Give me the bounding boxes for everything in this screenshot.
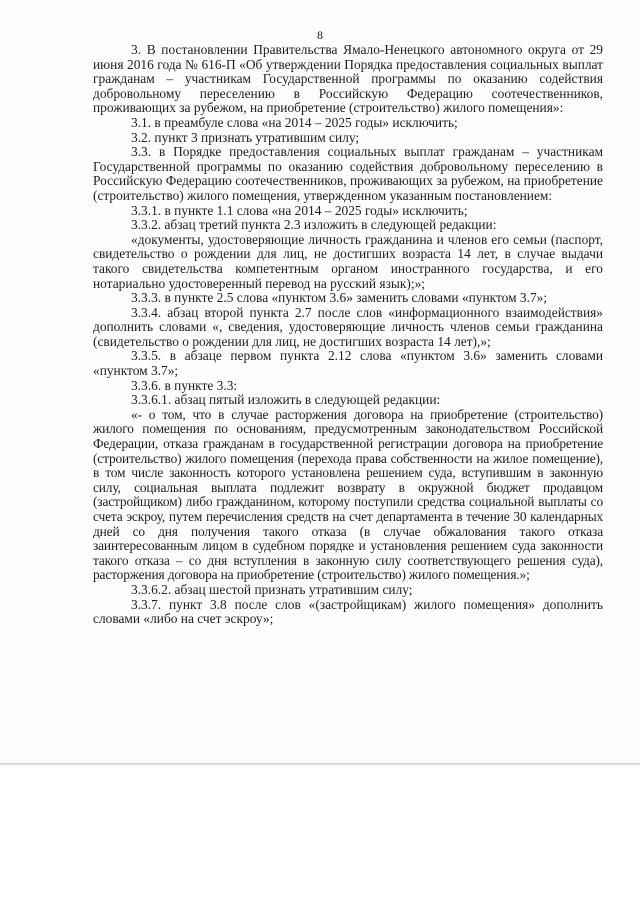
page-number: 8 (317, 28, 323, 42)
paragraph-3-3-7: 3.3.7. пункт 3.8 после слов «(застройщикам) жилого помещения» дополнить словами «либо на счет эскроу»; (93, 596, 603, 627)
paragraph-3-2: 3.2. пункт 3 признать утратившим силу; (131, 129, 360, 145)
paragraph-3-3-4: 3.3.4. абзац второй пункта 2.7 после слов «информационного взаимодействия» дополнить словами «, сведения, удостоверяющие личность членов семьи гражданина (свидетельство о рождении для лиц, не достигших возраста 14 лет),»; (93, 304, 603, 349)
paragraph-3-3-2-quote: «документы, удостоверяющие личность гражданина и членов его семьи (паспорт, свидетельство о рождении для лиц, не достигших возраста 14 лет, в случае выдачи такого свидетельства компетентным органом иностранного государства, и его нотариально удостоверенный перевод на русский язык);»; (93, 231, 603, 291)
paragraph-3-3-2: 3.3.2. абзац третий пункта 2.3 изложить в следующей редакции: (131, 217, 497, 233)
paragraph-3-3-6-2: 3.3.6.2. абзац шестой признать утратившим силу; (131, 581, 413, 597)
paragraph-3-3-6-1: 3.3.6.1. абзац пятый изложить в следующей редакции: (131, 392, 441, 408)
paragraph-3-3: 3.3. в Порядке предоставления социальных выплат гражданам – участникам Государственной программы по оказанию содействия добровольному переселению в Российскую Федерацию соотечественников, проживающих за рубежом, на приобретение (строительство) жилого помещения, утвержденном указанным постановлением: (93, 144, 603, 203)
paragraph-3-3-3: 3.3.3. в пункте 2.5 слова «пунктом 3.6» заменить словами «пунктом 3.7»; (131, 290, 548, 306)
paragraph-3-3-1: 3.3.1. в пункте 1.1 слова «на 2014 – 2025 годы» исключить; (131, 202, 468, 218)
document-body (93, 43, 603, 627)
page-edge (0, 763, 640, 766)
paragraph-3-3-6: 3.3.6. в пункте 3.3: (131, 377, 238, 393)
paragraph-3-3-5: 3.3.5. в абзаце первом пункта 2.12 слова «пунктом 3.6» заменить словами «пунктом 3.7»; (93, 348, 603, 379)
paragraph-3-3-6-1-quote: «- о том, что в случае расторжения договора на приобретение (строительство) жилого помещения по основаниям, предусмотренным законодательством Российской Федерации, отказа гражданам в государственной регистрации договора на приобретение (строительство) жилого помещения (перехода права собственности на жилое помещение), в том числе законность которого установлена решением суда, вступившим в законную силу, социальная выплата подлежит возврату в окружной бюджет продавцом (застройщиком) либо гражданином, которому поступили средства социальной выплаты со счета эскроу, путем перечисления средств на счет департамента в течение 30 календарных дней со дня получения такого отказа (в случае обжалования такого отказа заинтересованным лицом в судебном порядке и установления решением суда законности такого отказа – со дня вступления в законную силу соответствующего решения суда), расторжения договора на приобретение (строительство) жилого помещения.»; (93, 406, 603, 583)
paragraph-3: 3. В постановлении Правительства Ямало-Ненецкого автономного округа от 29 июня 2016 года № 616-П «Об утверждении Порядка предоставления социальных выплат гражданам – участникам Государственной программы по оказанию содействия добровольному переселению в Российскую Федерацию соотечественников, проживающих за рубежом, на приобретение (строительство) жилого помещения»: (93, 42, 603, 116)
paragraph-3-1: 3.1. в преамбуле слова «на 2014 – 2025 годы» исключить; (131, 114, 458, 130)
